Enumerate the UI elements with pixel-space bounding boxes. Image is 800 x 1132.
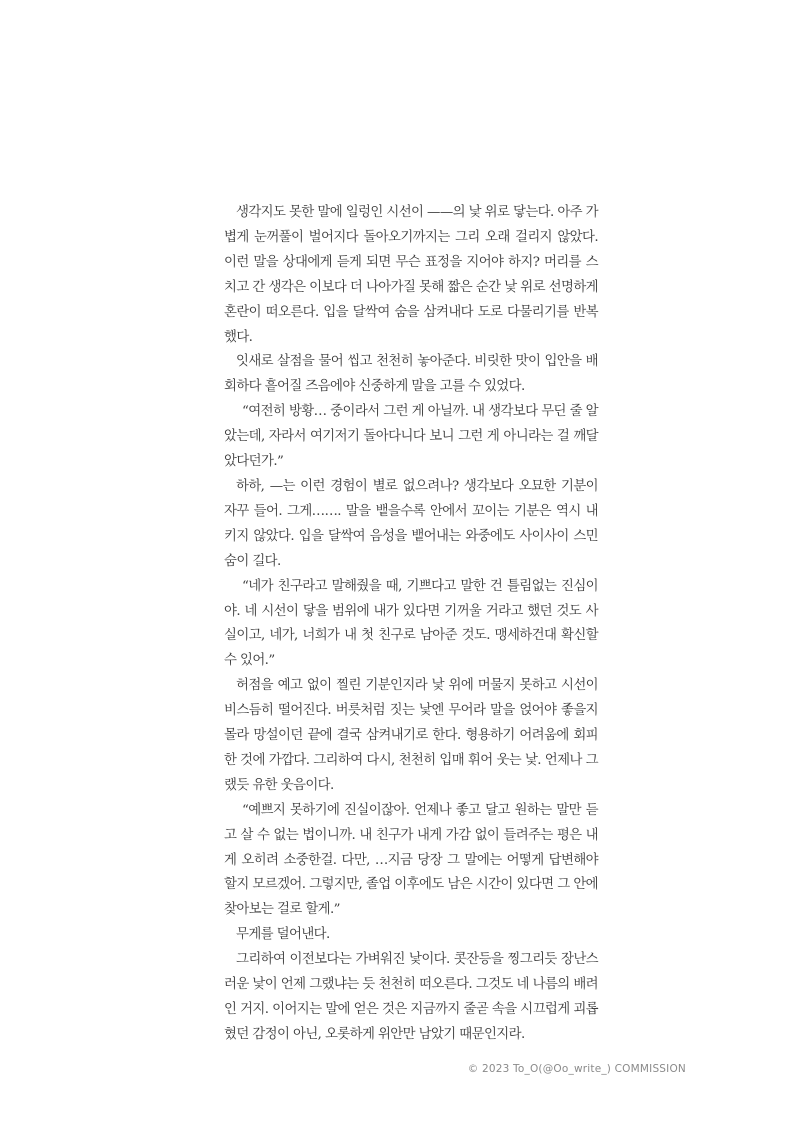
dialogue-paragraph-2: “네가 친구라고 말해줬을 때, 기쁘다고 말한 건 틀림없는 진심이야. 네 시선이 닿을 범위에 내가 있다면 기꺼울 거라고 했던 것도 사실이고, 네가, 너희가 내 첫 친구로 남아준 것도. 맹세하건대 확신할 수 있어.” <box>224 578 598 669</box>
paragraph-3: 하하, —는 이런 경험이 별로 없으려나? 생각보다 오묘한 기분이 자꾸 들어. 그게……. 말을 뱉을수록 안에서 꼬이는 기분은 역시 내키지 않았다. 입을 달싹여 음성을 뱉어내는 와중에도 사이사이 스민 숨이 길다. <box>224 478 598 569</box>
dialogue-paragraph-3: “예쁘지 못하기에 진실이잖아. 언제나 좋고 달고 원하는 말만 듣고 살 수 없는 법이니까. 내 친구가 내게 가감 없이 들려주는 평은 내게 오히려 소중한걸. 다만, …지금 당장 그 말에는 어떻게 답변해야 할지 모르겠어. 그렇지만, 졸업 이후에도 남은 시간이 있다면 그 안에 찾아보는 걸로 할게.” <box>224 802 598 918</box>
paragraph-1: 생각지도 못한 말에 일렁인 시선이 ——의 낯 위로 닿는다. 아주 가볍게 눈꺼풀이 벌어지다 돌아오기까지는 그리 오래 걸리지 않았다. 이런 말을 상대에게 듣게 되면 무슨 표정을 지어야 하지? 머리를 스치고 간 생각은 이보다 더 나아가질 못해 짧은 순간 낯 위로 선명하게 혼란이 떠오른다. 입을 달싹여 숨을 삼켜내다 도로 다물리기를 반복했다. <box>224 205 598 345</box>
paragraph-4: 허점을 예고 없이 찔린 기분인지라 낯 위에 머물지 못하고 시선이 비스듬히 떨어진다. 버릇처럼 짓는 낯엔 무어라 말을 얹어야 좋을지 몰라 망설이던 끝에 결국 삼켜내기로 한다. 형용하기 어려움에 회피한 것에 가깝다. 그리하여 다시, 천천히 입매 휘어 웃는 낯. 언제나 그랬듯 유한 웃음이다. <box>224 678 598 793</box>
story-body <box>224 201 598 1048</box>
paragraph-2: 잇새로 살점을 물어 씹고 천천히 놓아준다. 비릿한 맛이 입안을 배회하다 흩어질 즈음에야 신중하게 말을 고를 수 있었다. <box>224 354 598 395</box>
paragraph-5: 무게를 덜어낸다. <box>236 927 330 943</box>
dialogue-paragraph-1: “여전히 방황… 중이라서 그런 게 아닐까. 내 생각보다 무딘 줄 알았는데, 자라서 여기저기 돌아다니다 보니 그런 게 아니라는 걸 깨달았다던가.” <box>224 404 598 470</box>
copyright-footer: © 2023 To_O(@Oo_write_) COMMISSION <box>467 1063 686 1075</box>
paragraph-6: 그리하여 이전보다는 가벼워진 낯이다. 콧잔등을 찡그리듯 장난스러운 낯이 언제 그랬냐는 듯 천천히 떠오른다. 그것도 네 나름의 배려인 거지. 이어지는 말에 얻은 것은 지금까지 줄곧 속을 시끄럽게 괴롭혔던 감정이 아닌, 오롯하게 위안만 남았기 때문인지라. <box>224 952 598 1042</box>
